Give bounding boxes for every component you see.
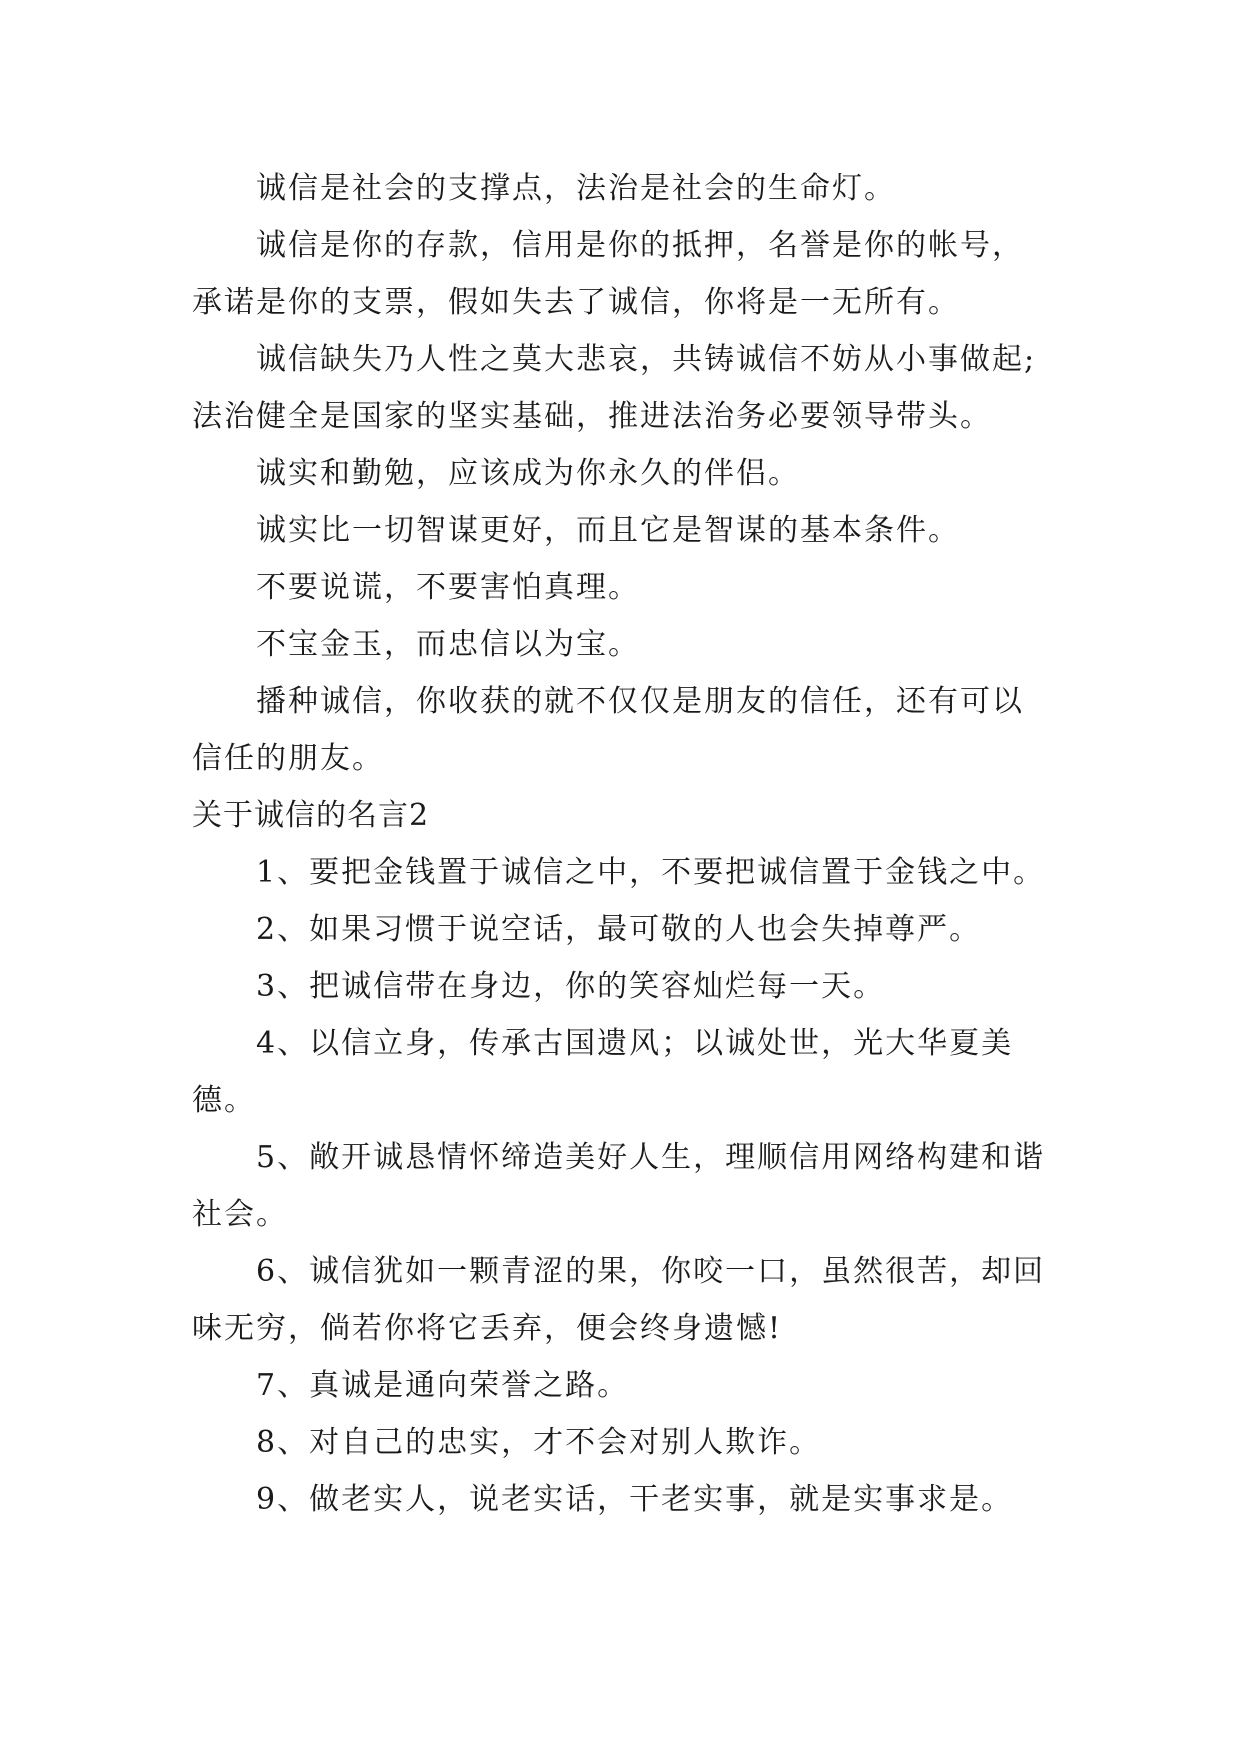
numbered-item: 6、诚信犹如一颗青涩的果，你咬一口，虽然很苦，却回味无穷，倘若你将它丢弃，便会终身遗憾! [192, 1254, 1046, 1346]
paragraph: 诚实比一切智谋更好，而且它是智谋的基本条件。 [256, 513, 960, 548]
document-body [192, 160, 1052, 1528]
numbered-item: 1、要把金钱置于诚信之中，不要把诚信置于金钱之中。 [256, 855, 1046, 890]
numbered-item: 5、敞开诚恳情怀缔造美好人生，理顺信用网络构建和谐社会。 [192, 1140, 1046, 1232]
numbered-item: 4、以信立身，传承古国遗风；以诚处世，光大华夏美德。 [192, 1026, 1014, 1118]
numbered-item: 2、如果习惯于说空话，最可敬的人也会失掉尊严。 [256, 912, 982, 947]
paragraph: 不要说谎，不要害怕真理。 [256, 570, 640, 605]
paragraph: 不宝金玉，而忠信以为宝。 [256, 627, 640, 662]
paragraph: 诚信是社会的支撑点，法治是社会的生命灯。 [256, 171, 896, 206]
numbered-item: 8、对自己的忠实，才不会对别人欺诈。 [256, 1425, 822, 1460]
section-title: 关于诚信的名言2 [192, 798, 430, 833]
numbered-item: 7、真诚是通向荣誉之路。 [256, 1368, 630, 1403]
paragraph: 诚信是你的存款，信用是你的抵押，名誉是你的帐号，承诺是你的支票，假如失去了诚信，你将是一无所有。 [192, 228, 1024, 320]
paragraph: 诚实和勤勉，应该成为你永久的伴侣。 [256, 456, 800, 491]
numbered-item: 9、做老实人，说老实话，干老实事，就是实事求是。 [256, 1482, 1014, 1517]
paragraph: 播种诚信，你收获的就不仅仅是朋友的信任，还有可以信任的朋友。 [192, 684, 1024, 776]
numbered-item: 3、把诚信带在身边，你的笑容灿烂每一天。 [256, 969, 886, 1004]
paragraph: 诚信缺失乃人性之莫大悲哀，共铸诚信不妨从小事做起;法治健全是国家的坚实基础，推进法治务必要领导带头。 [192, 342, 1037, 434]
